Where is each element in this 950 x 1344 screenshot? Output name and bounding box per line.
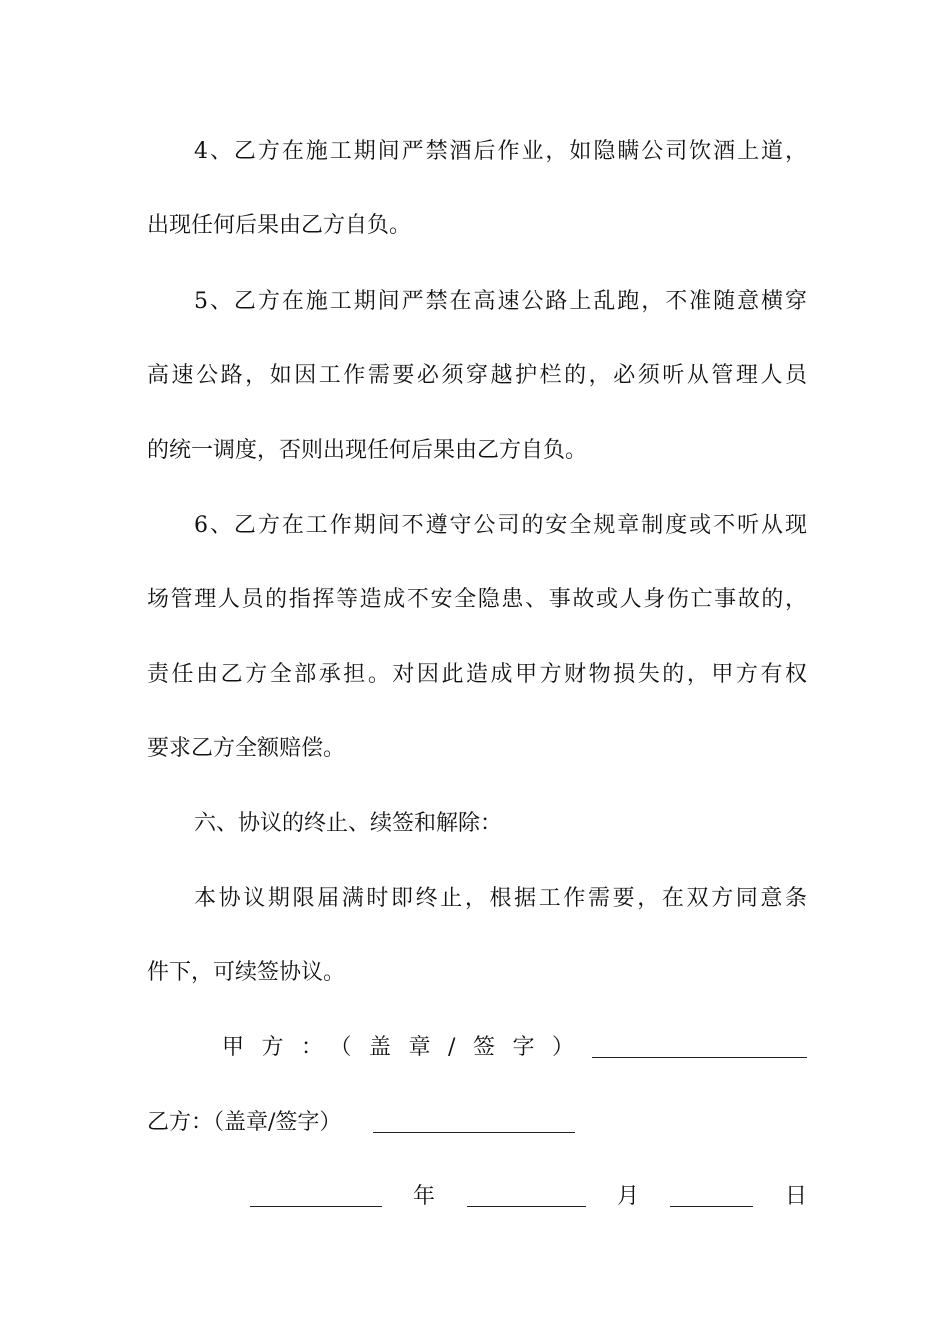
clause-4-line-1: 4、乙方在施工期间严禁酒后作业，如隐瞒公司饮酒上道， bbox=[194, 139, 807, 164]
clause-5-line-1: 5、乙方在施工期间严禁在高速公路上乱跑，不准随意横穿 bbox=[194, 289, 807, 314]
party-b-signature-blank[interactable] bbox=[373, 1132, 575, 1133]
clause-6-line-1: 6、乙方在工作期间不遵守公司的安全规章制度或不听从现 bbox=[194, 513, 807, 538]
party-b-label: 乙方：（盖章/签字） bbox=[147, 1110, 342, 1135]
section-6-line-1: 本协议期限届满时即终止，根据工作需要，在双方同意条 bbox=[194, 886, 807, 911]
clause-5-line-2: 高速公路，如因工作需要必须穿越护栏的，必须听从管理人员 bbox=[147, 363, 807, 388]
party-a-signature-blank[interactable] bbox=[592, 1057, 807, 1058]
year-label: 年 bbox=[413, 1184, 436, 1209]
day-blank[interactable] bbox=[670, 1206, 753, 1207]
section-6-line-2: 件下，可续签协议。 bbox=[147, 960, 346, 985]
clause-5-line-3: 的统一调度，否则出现任何后果由乙方自负。 bbox=[147, 438, 588, 463]
clause-4-line-2: 出现任何后果由乙方自负。 bbox=[147, 213, 412, 238]
year-blank[interactable] bbox=[250, 1206, 382, 1207]
section-6-title: 六、协议的终止、续签和解除： bbox=[194, 811, 503, 836]
clause-6-line-3: 责任由乙方全部承担。对因此造成甲方财物损失的，甲方有权 bbox=[147, 662, 807, 687]
party-a-label: 甲方：（盖章/签字） bbox=[222, 1035, 574, 1060]
month-label: 月 bbox=[617, 1184, 640, 1209]
clause-6-line-2: 场管理人员的指挥等造成不安全隐患、事故或人身伤亡事故的， bbox=[147, 587, 807, 612]
day-label: 日 bbox=[785, 1184, 808, 1209]
month-blank[interactable] bbox=[467, 1206, 586, 1207]
clause-6-line-4: 要求乙方全额赔偿。 bbox=[147, 736, 346, 761]
